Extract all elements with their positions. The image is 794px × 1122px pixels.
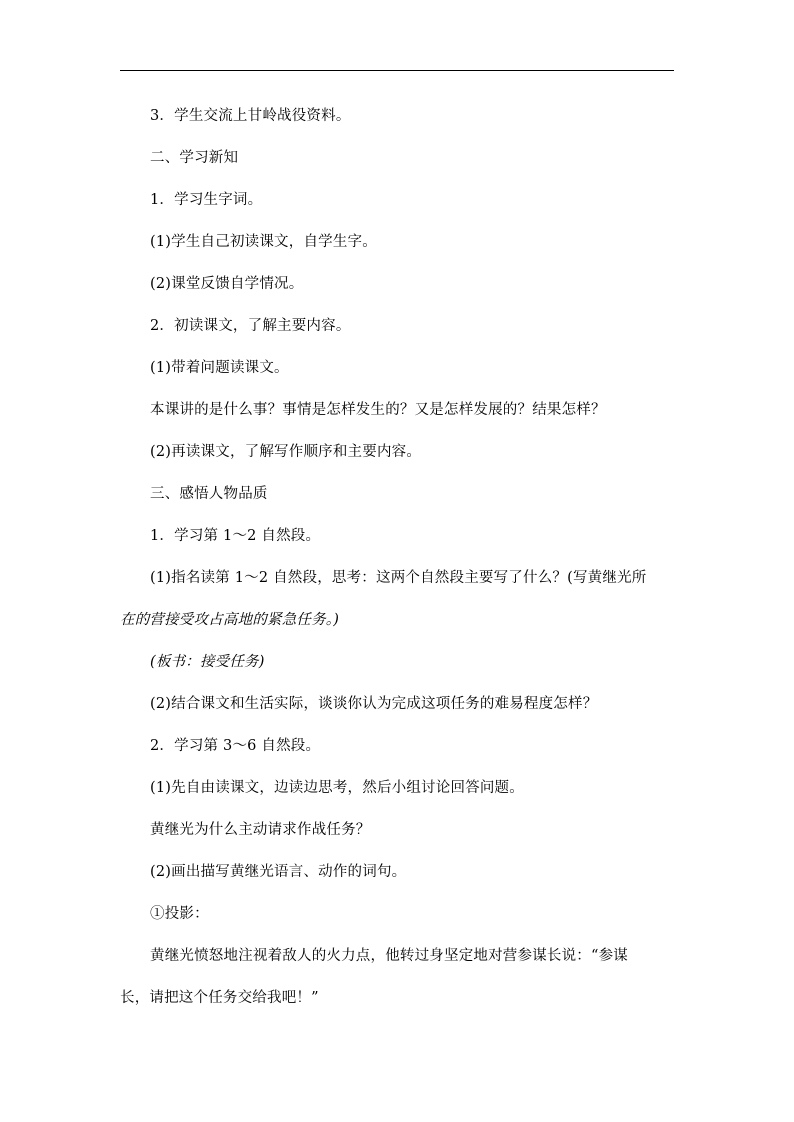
paragraph: 本课讲的是什么事？事情是怎样发生的？又是怎样发展的？结果怎样？ (150, 402, 606, 418)
paragraph: (2)结合课文和生活实际，谈谈你认为完成这项任务的难易程度怎样？ (150, 696, 598, 712)
paragraph: (1)指名读第 1～2 自然段，思考：这两个自然段主要写了什么？(写黄继光所 (150, 570, 647, 586)
section-heading: 二、学习新知 (150, 150, 239, 166)
paragraph: (2)再读课文，了解写作顺序和主要内容。 (150, 444, 422, 460)
paragraph: 2．学习第 3～6 自然段。 (150, 738, 321, 754)
paragraph: 2．初读课文，了解主要内容。 (150, 318, 351, 334)
paragraph: 1．学习第 1～2 自然段。 (150, 528, 321, 544)
paragraph: ①投影： (150, 906, 209, 922)
paragraph: 黄继光愤怒地注视着敌人的火力点，他转过身坚定地对营参谋长说：“参谋 (150, 948, 629, 964)
paragraph: (1)学生自己初读课文，自学生字。 (150, 234, 377, 250)
paragraph: 3．学生交流上甘岭战役资料。 (150, 108, 351, 124)
paragraph-continuation: 长，请把这个任务交给我吧！” (120, 990, 319, 1006)
paragraph: 黄继光为什么主动请求作战任务？ (150, 822, 371, 838)
paragraph: (1)带着问题读课文。 (150, 360, 289, 376)
paragraph: 1．学习生字词。 (150, 192, 263, 208)
paragraph: (2)课堂反馈自学情况。 (150, 276, 304, 292)
paragraph: (1)先自由读课文，边读边思考，然后小组讨论回答问题。 (150, 780, 524, 796)
paragraph-continuation: 在的营接受攻占高地的紧急任务。) (120, 612, 340, 628)
board-note: (板书：接受任务) (150, 654, 265, 670)
section-heading: 三、感悟人物品质 (150, 486, 268, 502)
paragraph: (2)画出描写黄继光语言、动作的词句。 (150, 864, 407, 880)
